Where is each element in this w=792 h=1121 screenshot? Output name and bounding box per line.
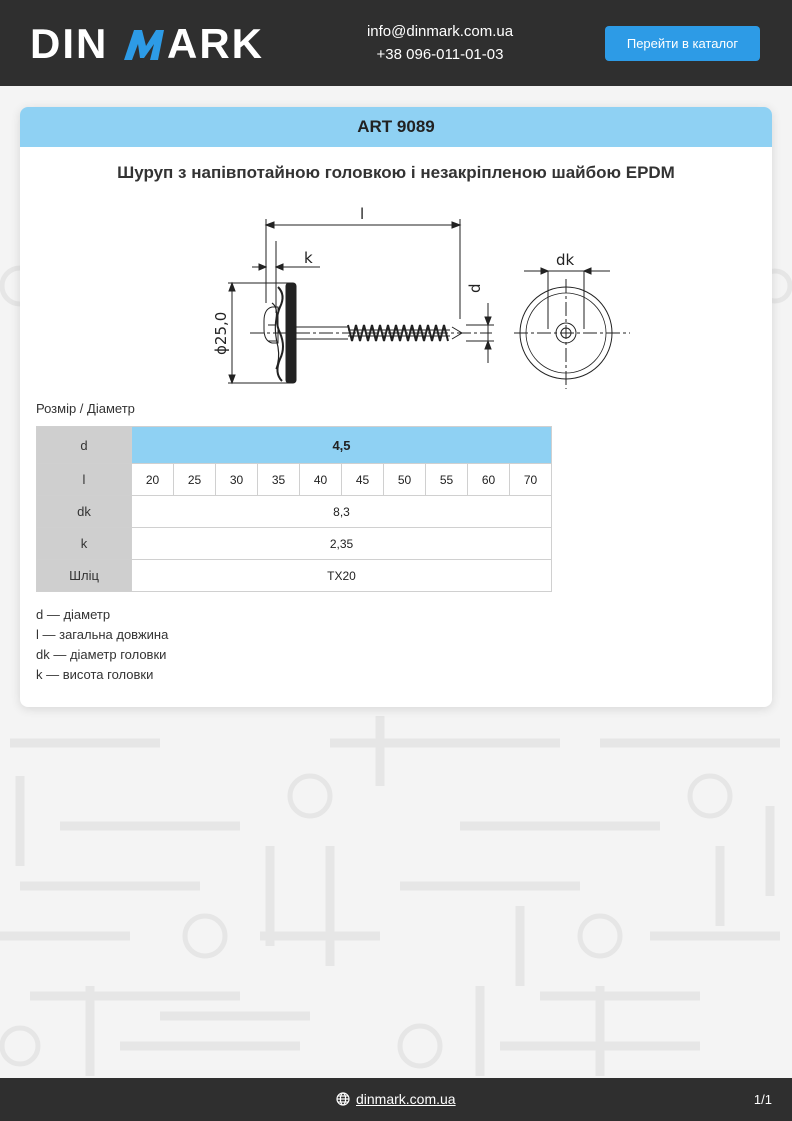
svg-text:DIN: DIN — [30, 22, 109, 64]
page-number: 1/1 — [753, 1092, 772, 1107]
d-value-cell: 4,5 — [132, 427, 552, 464]
row-header-k: k — [37, 528, 132, 560]
legend-item: d — діаметр — [36, 607, 111, 622]
l-value-cell: 35 — [258, 464, 300, 496]
row-header-d: d — [37, 427, 132, 464]
row-header-slot: Шліц — [37, 560, 132, 592]
dinmark-logo[interactable] — [30, 22, 275, 64]
dim-k-label: k — [304, 249, 313, 267]
contacts — [330, 20, 550, 66]
table-row-d — [37, 427, 552, 464]
footer-site-text[interactable]: dinmark.com.ua — [356, 1091, 456, 1107]
dim-washer-label: ϕ25,0 — [212, 311, 230, 355]
l-value-cell: 55 — [426, 464, 468, 496]
legend-item: l — загальна довжина — [36, 627, 169, 642]
dim-d-label: d — [466, 283, 484, 293]
globe-icon — [336, 1092, 350, 1106]
table-row-k — [37, 528, 552, 560]
l-value-cell: 25 — [174, 464, 216, 496]
dk-value-cell: 8,3 — [132, 496, 552, 528]
spec-table — [36, 426, 552, 592]
screw-technical-drawing — [180, 203, 640, 393]
product-card — [20, 107, 772, 707]
l-value-cell: 30 — [216, 464, 258, 496]
legend-item: k — висота головки — [36, 667, 154, 682]
l-value-cell: 70 — [510, 464, 552, 496]
email-link[interactable]: info@dinmark.com.ua — [366, 23, 514, 40]
table-row-l — [37, 464, 552, 496]
product-title: Шуруп з напівпотайною головкою і незакріпленою шайбою EPDM — [117, 163, 675, 182]
l-value-cell: 60 — [468, 464, 510, 496]
footer-site-link[interactable] — [336, 1091, 456, 1107]
row-header-l: l — [37, 464, 132, 496]
svg-text:ARK: ARK — [167, 22, 264, 64]
phone-link[interactable]: +38 096-011-01-03 — [376, 46, 504, 63]
l-value-cell: 50 — [384, 464, 426, 496]
site-footer — [0, 1078, 792, 1121]
slot-value-cell: TX20 — [132, 560, 552, 592]
catalog-button[interactable]: Перейти в каталог — [605, 26, 760, 61]
table-row-dk — [37, 496, 552, 528]
dim-l-label: l — [360, 205, 365, 223]
legend — [36, 605, 168, 685]
legend-item: dk — діаметр головки — [36, 647, 167, 662]
dim-dk-label: dk — [556, 251, 575, 269]
row-header-dk: dk — [37, 496, 132, 528]
size-diameter-label: Розмір / Діаметр — [36, 401, 135, 416]
table-row-slot — [37, 560, 552, 592]
k-value-cell: 2,35 — [132, 528, 552, 560]
site-header — [0, 0, 792, 86]
article-header: ART 9089 — [20, 107, 772, 147]
l-value-cell: 40 — [300, 464, 342, 496]
l-value-cell: 45 — [342, 464, 384, 496]
l-value-cell: 20 — [132, 464, 174, 496]
